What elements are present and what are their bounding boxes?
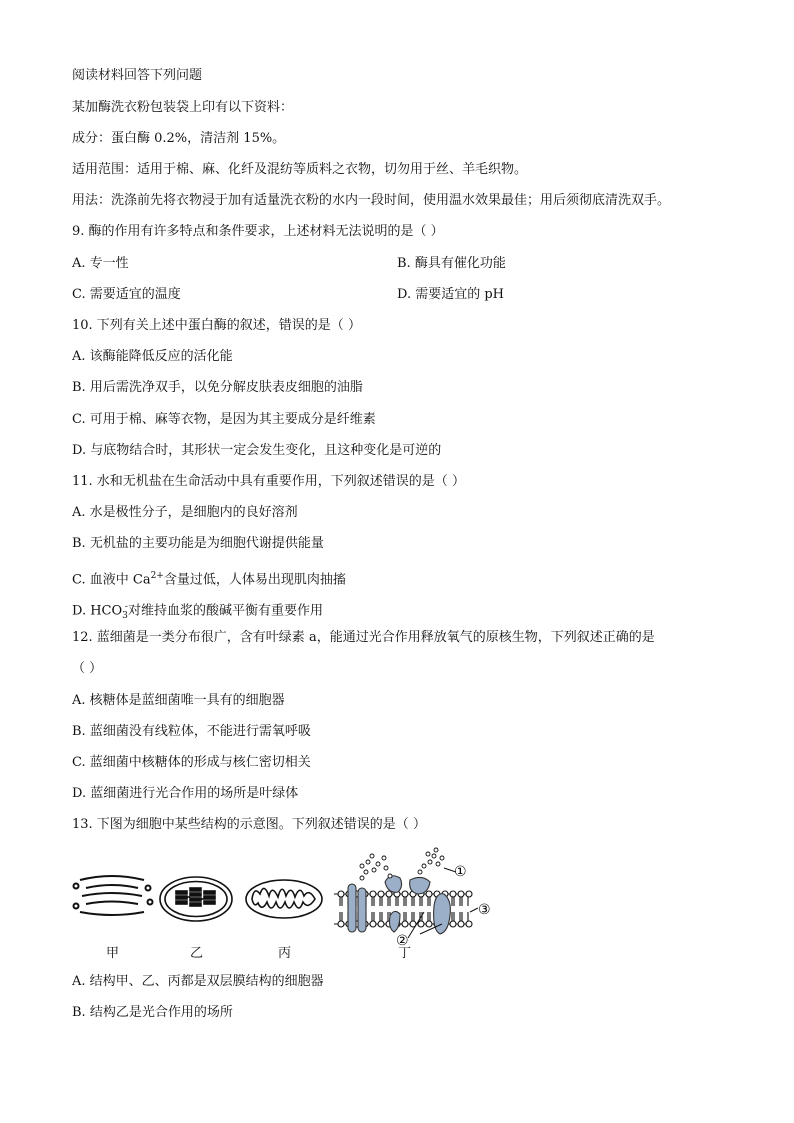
cell-membrane-drawing: [334, 848, 478, 938]
q9-option-c: C. 需要适宜的温度: [72, 287, 181, 302]
q11-option-c: [72, 568, 346, 588]
q11-d-sub: 3: [122, 610, 128, 621]
marker-2: ②: [396, 933, 409, 949]
q9-option-d: D. 需要适宜的 pH: [397, 287, 505, 302]
q10-stem: 10. 下列有关上述中蛋白酶的叙述，错误的是（ ）: [72, 318, 361, 333]
q13-stem: 13. 下图为细胞中某些结构的示意图。下列叙述错误的是（ ）: [72, 817, 426, 832]
marker-1: ①: [454, 864, 467, 880]
golgi-apparatus-drawing: [74, 876, 153, 915]
figure-label-bing: 丙: [278, 946, 292, 961]
q11-d-pre: D. HCO: [72, 603, 123, 619]
q11-option-a: A. 水是极性分子，是细胞内的良好溶剂: [72, 505, 298, 520]
q10-option-c: C. 可用于棉、麻等衣物，是因为其主要成分是纤维素: [72, 412, 376, 427]
intro-line-4: 用法：洗涤前先将衣物浸于加有适量洗衣粉的水内一段时间，使用温水效果最佳；用后须彻底清洗双手。: [72, 193, 671, 208]
q11-c-sup: 2+: [150, 571, 164, 581]
q11-d-post: 对维持血浆的酸碱平衡有重要作用: [127, 603, 323, 619]
figure-label-yi: 乙: [190, 946, 204, 961]
intro-heading: 阅读材料回答下列问题: [72, 68, 203, 83]
q11-c-pre: C. 血液中 Ca: [72, 572, 151, 588]
figure-label-ding: 丁: [398, 946, 412, 961]
intro-line-3: 适用范围：适用于棉、麻、化纤及混纺等质料之衣物，切勿用于丝、羊毛织物。: [72, 162, 528, 177]
q13-option-a: A. 结构甲、乙、丙都是双层膜结构的细胞器: [72, 974, 324, 989]
q9-option-a: A. 专一性: [72, 256, 129, 271]
intro-line-1: 某加酶洗衣粉包装袋上印有以下资料：: [72, 100, 294, 115]
q11-option-d: [72, 599, 323, 624]
q10-option-a: A. 该酶能降低反应的活化能: [72, 349, 233, 364]
intro-line-2: 成分：蛋白酶 0.2%，清洁剂 15%。: [72, 131, 286, 146]
q11-option-b: B. 无机盐的主要功能是为细胞代谢提供能量: [72, 536, 324, 551]
q13-option-b: B. 结构乙是光合作用的场所: [72, 1005, 233, 1020]
q11-c-post: 含量过低，人体易出现肌肉抽搐: [163, 572, 346, 588]
q10-option-b: B. 用后需洗净双手，以免分解皮肤表皮细胞的油脂: [72, 380, 363, 395]
marker-3: ③: [478, 902, 491, 918]
q11-stem: 11. 水和无机盐在生命活动中具有重要作用，下列叙述错误的是（ ）: [72, 474, 465, 489]
figure-label-jia: 甲: [106, 946, 120, 961]
q12-stem-line2: （ ）: [72, 661, 103, 676]
q12-option-b: B. 蓝细菌没有线粒体，不能进行需氧呼吸: [72, 724, 311, 739]
q11-d-sup: -: [124, 602, 128, 612]
q12-option-c: C. 蓝细菌中核糖体的形成与核仁密切相关: [72, 755, 311, 770]
mitochondrion-drawing: [246, 880, 322, 918]
q10-option-d: D. 与底物结合时，其形状一定会发生变化，且这种变化是可逆的: [72, 443, 442, 458]
q12-stem-line1: 12. 蓝细菌是一类分布很广，含有叶绿素 a，能通过光合作用释放氧气的原核生物，下列叙述正确的是: [72, 630, 655, 645]
q9-stem: 9. 酶的作用有许多特点和条件要求，上述材料无法说明的是（ ）: [72, 224, 444, 239]
chloroplast-drawing: [160, 877, 232, 921]
q12-option-d: D. 蓝细菌进行光合作用的场所是叶绿体: [72, 786, 299, 801]
q12-option-a: A. 核糖体是蓝细菌唯一具有的细胞器: [72, 693, 285, 708]
q9-option-b: B. 酶具有催化功能: [397, 256, 506, 271]
